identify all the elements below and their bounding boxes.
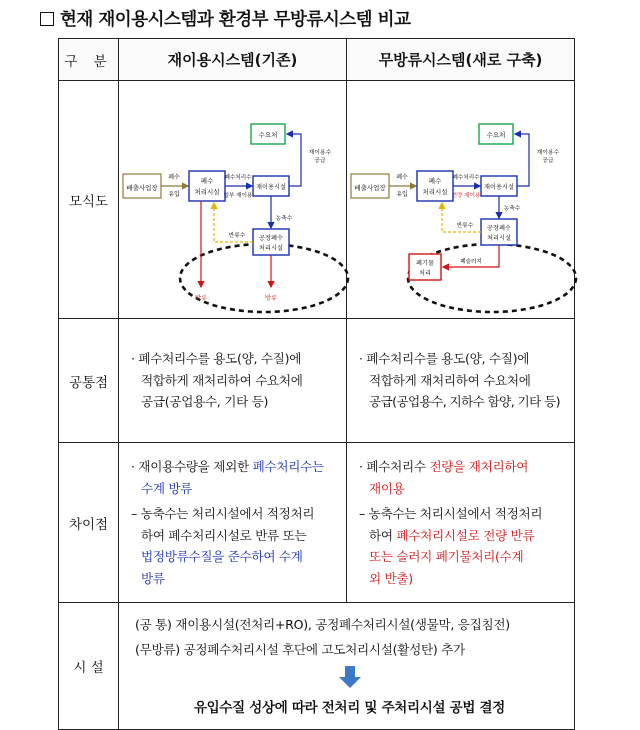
diff-reuse-line-4: 하여 폐수처리시설로 반류 또는 <box>141 527 307 543</box>
difference-zero-discharge <box>347 443 575 603</box>
header-row <box>59 39 575 81</box>
discharge-label-2: 방류 <box>265 294 277 302</box>
comparison-table <box>58 38 575 730</box>
header-reuse-system: 재이용시스템(기존) <box>119 39 347 81</box>
common-zd-line-2: 적합하게 재처리하여 수요처에 <box>369 372 531 388</box>
diff-zd-line-6: 외 반출) <box>369 570 413 586</box>
return-label: 반류수 <box>456 222 474 229</box>
wwtp-label-2: 처리시설 <box>422 187 448 196</box>
diff-reuse-line-5: 법정방류수질을 준수하여 수계 <box>141 549 303 564</box>
wwtp-label-2: 처리시설 <box>194 187 220 196</box>
supply-label-1: 재이용수 <box>536 149 560 156</box>
process-treatment-label-2: 처리시설 <box>259 244 283 252</box>
waste-treatment-label-1: 폐기물 <box>416 259 434 267</box>
process-treatment-label-2: 처리시설 <box>487 234 511 242</box>
common-zero-discharge <box>347 319 575 443</box>
header-zero-discharge-system: 무방류시스템(새로 구축) <box>347 39 575 81</box>
process-treatment-label-1: 공정폐수 <box>487 224 511 232</box>
diagram-label: 모식도 <box>59 81 119 319</box>
inflow-label-2: 유입 <box>396 190 408 198</box>
facility-row <box>59 603 575 730</box>
diff-reuse-line-2: 수계 방류 <box>141 480 193 496</box>
reuse-facility-label: 재이용시설 <box>484 183 514 191</box>
difference-label: 차이점 <box>59 443 119 603</box>
concentrate-label: 농축수 <box>275 215 293 222</box>
wwtp-label-1: 폐수 <box>428 176 442 185</box>
full-reuse-label: 전량 재이용 <box>451 192 481 199</box>
down-arrow-icon <box>135 664 564 696</box>
page-title <box>40 6 410 31</box>
reuse-facility-label: 재이용시설 <box>256 183 286 191</box>
facility-content <box>119 603 575 730</box>
partial-reuse-label: 일부 재이용 <box>223 192 253 199</box>
sludge-label: 폐슬러지 <box>460 258 482 265</box>
reuse-system-diagram <box>119 82 346 318</box>
zero-discharge-diagram <box>347 82 574 318</box>
common-zd-line-3: 공급(공업용수, 지하수 함양, 기타 등) <box>369 394 560 410</box>
header-category: 구 분 <box>59 39 119 81</box>
diff-zd-line-5: 또는 슬러지 폐기물처리(수계 <box>369 549 524 564</box>
wwtp-box <box>189 171 225 201</box>
title-text: 현재 재이용시스템과 환경부 무방류시스템 비교 <box>60 10 411 30</box>
demand-label: 수요처 <box>486 130 506 139</box>
supply-label-2: 공급 <box>314 157 326 164</box>
difference-reuse <box>119 443 347 603</box>
difference-row <box>59 443 575 603</box>
inflow-label-1: 폐수 <box>396 173 408 181</box>
facility-conclusion: 유입수질 성상에 따라 전처리 및 주처리시설 공법 결정 <box>193 699 506 716</box>
common-row <box>59 319 575 443</box>
treated-label: 폐수처리수 <box>224 174 252 181</box>
common-reuse-line-1: · 폐수처리수를 용도(양, 수질)에 <box>131 351 302 367</box>
emitter-label: 배출사업장 <box>354 183 386 192</box>
treated-label: 폐수처리수 <box>452 174 480 181</box>
discharge-label-1: 방류 <box>195 294 207 302</box>
diff-zd-line-1: · 폐수처리수 전량을 재처리하여 <box>359 459 529 474</box>
common-zd-line-1: · 폐수처리수를 용도(양, 수질)에 <box>359 351 530 367</box>
checkbox-icon <box>40 12 54 26</box>
emitter-label: 배출사업장 <box>126 183 158 192</box>
common-reuse <box>119 319 347 443</box>
common-reuse-line-2: 적합하게 재처리하여 수요처에 <box>141 372 303 388</box>
waste-treatment-label-2: 처리 <box>419 269 431 277</box>
return-label: 반류수 <box>228 232 246 239</box>
diff-zd-line-2: 재이용 <box>369 480 405 496</box>
diagram-row <box>59 81 575 319</box>
inflow-label-2: 유입 <box>168 190 180 198</box>
supply-label-2: 공급 <box>542 157 554 164</box>
common-reuse-line-3: 공급(공업용수, 기타 등) <box>141 394 269 410</box>
wwtp-box <box>417 171 453 201</box>
reuse-diagram-cell <box>119 81 347 319</box>
process-treatment-label-1: 공정폐수 <box>259 234 283 242</box>
diff-reuse-line-1: · 재이용수량을 제외한 폐수처리수는 <box>131 459 324 474</box>
diff-reuse-line-3: – 농축수는 처리시설에서 적정처리 <box>131 506 315 521</box>
diff-zd-line-3: – 농축수는 처리시설에서 적정처리 <box>359 506 543 521</box>
facility-zero-discharge-line: (무방류) 공정폐수처리시설 후단에 고도처리시설(활성탄) 추가 <box>135 641 465 657</box>
concentrate-label: 농축수 <box>503 205 521 212</box>
facility-common-line: (공 통) 재이용시설(전처리+RO), 공정폐수처리시설(생물막, 응집침전) <box>135 616 510 632</box>
wwtp-label-1: 폐수 <box>200 176 214 185</box>
diff-zd-line-4: 하여 폐수처리시설로 전량 반류 <box>369 527 535 543</box>
demand-label: 수요처 <box>258 130 278 139</box>
inflow-label-1: 폐수 <box>168 173 180 181</box>
supply-label-1: 재이용수 <box>308 149 332 156</box>
facility-label: 시 설 <box>59 603 119 730</box>
common-label: 공통점 <box>59 319 119 443</box>
zero-discharge-diagram-cell <box>347 81 575 319</box>
diff-reuse-line-6: 방류 <box>141 570 165 586</box>
